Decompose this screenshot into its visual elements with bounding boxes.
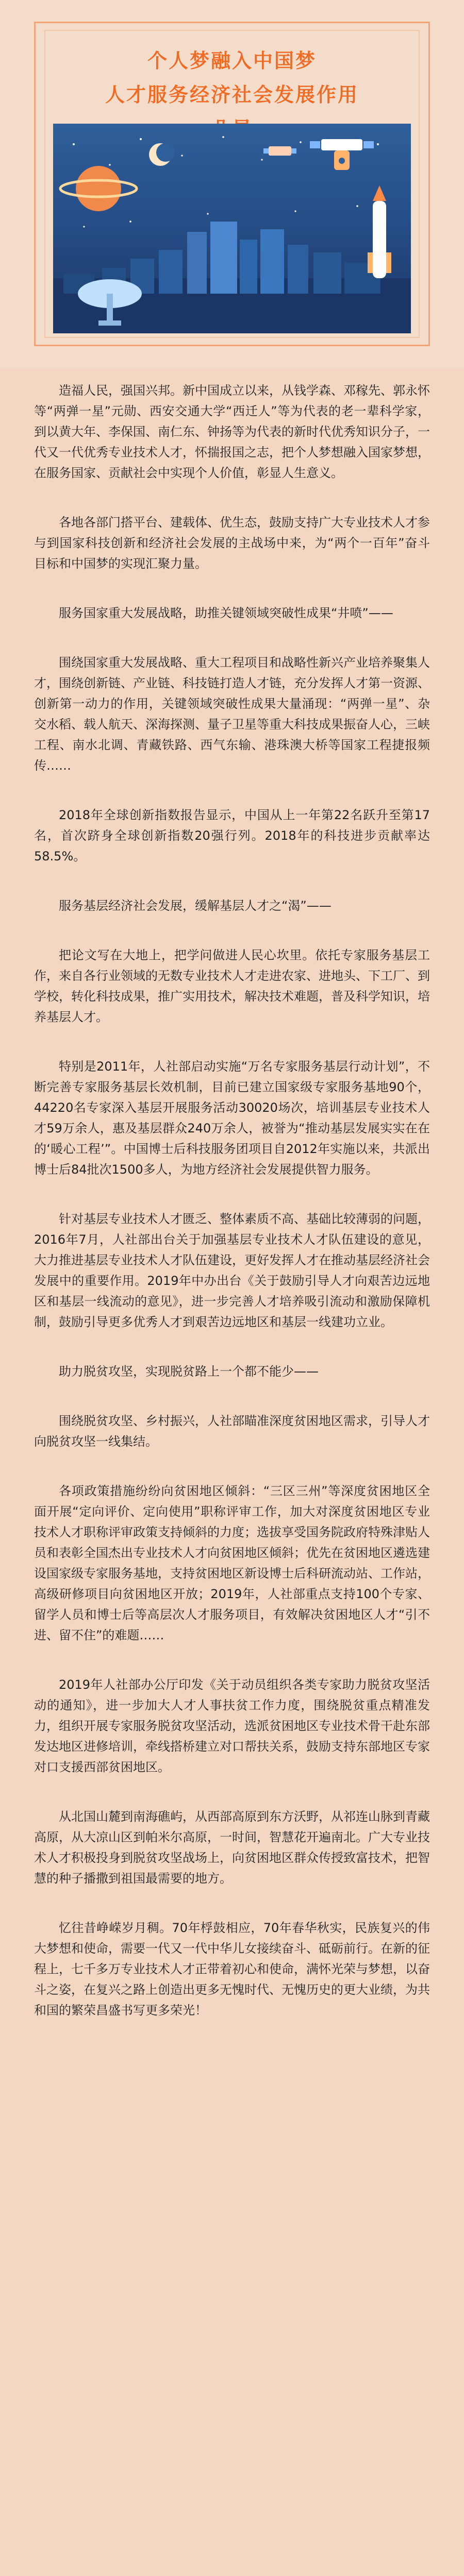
star-icon	[207, 213, 208, 214]
moon-icon	[149, 143, 175, 166]
article-paragraph-2: 各地各部门搭平台、建载体、优生态，鼓励支持广大专业技术人才参与到国家科技创新和经济社会发展的主战场中来，为“两个一百年”奋斗目标和中国梦的实现汇聚力量。	[34, 515, 430, 571]
title-line-1: 个人梦融入中国梦	[147, 49, 317, 72]
article-paragraph-5: 2018年全球创新指数报告显示，中国从上一年第22名跃升至第17名，首次跻身全球创新指数20强行列。2018年的科技进步贡献率达58.5%。	[34, 808, 430, 863]
title-line-2: 人才服务经济社会发展作用	[105, 83, 359, 106]
satellite-icon	[310, 139, 374, 170]
planet-icon	[60, 166, 137, 211]
article-paragraph-6: 服务基层经济社会发展，缓解基层人才之“渴”——	[59, 899, 332, 913]
star-icon	[261, 159, 262, 160]
star-icon	[109, 164, 110, 165]
space-station-icon	[263, 146, 296, 156]
space-illustration-svg	[53, 124, 411, 333]
article-paragraph-12: 各项政策措施纷纷向贫困地区倾斜：“三区三州”等深度贫困地区全面开展“定向评价、定向使用”职称评审工作，加大对深度贫困地区专业技术人才职称评审政策支持倾斜的力度；选拔享受国务院政府特殊津贴人员和表彰全国杰出专业技术人才向贫困地区倾斜；优先在贫困地区遴选建设国家级专家服务基地，支持贫困地区新设博士后科研流动站、工作站，高级研修项目向贫困地区开放；2019年，人社部重点支持100个专家、留学人员和博士后等高层次人才服务项目，有效解决贫困地区人才“引不进、留不住”的难题……	[34, 1484, 430, 1642]
article-paragraph-1: 造福人民，强国兴邦。新中国成立以来，从钱学森、邓稼先、郭永怀等“两弹一星”元勋、西安交通大学“西迁人”等为代表的老一辈科学家，到以黄大年、李保国、南仁东、钟扬等为代表的新时代优秀知识分子，一代又一代优秀专业技术人才，怀揣报国之志，把个人梦想融入国家梦想，在服务国家、贡献社会中实现个人价值，彰显人生意义。	[34, 383, 430, 480]
article-content	[34, 380, 430, 2049]
header-banner	[0, 0, 464, 368]
article-paragraph-15: 忆往昔峥嵘岁月稠。70年桴鼓相应，70年春华秋实，民族复兴的伟大梦想和使命，需要一代又一代中华儿女接续奋斗、砥砺前行。在新的征程上，七千多万专业技术人才正带着初心和使命，满怀光荣与梦想，以奋斗之姿，在复兴之路上创造出更多无愧时代、无愧历史的更大业绩，为共和国的繁荣昌盛书写更多荣光！	[34, 1921, 430, 2018]
article-paragraph-13: 2019年人社部办公厅印发《关于动员组织各类专家助力脱贫攻坚活动的通知》，进一步加大人才人事扶贫工作力度，围绕脱贫重点精准发力，组织开展专家服务脱贫攻坚活动，选派贫困地区专业技术骨干赴东部发达地区进修培训，牵线搭桥建立对口帮扶关系，鼓励支持东部地区专家对口支援西部贫困地区。	[34, 1677, 430, 1774]
star-icon	[294, 210, 296, 212]
star-icon	[73, 143, 75, 145]
star-icon	[356, 205, 358, 207]
article-paragraph-4: 围绕国家重大发展战略、重大工程项目和战略性新兴产业培养聚集人才，围绕创新链、产业链、科技链打造人才链，充分发挥人才第一资源、创新第一动力的作用，关键领域突破性成果大量涌现：“两弹一星”、杂交水稻、载人航天、深海探测、量子卫星等重大科技成果振奋人心，三峡工程、南水北调、青藏铁路、西气东输、港珠澳大桥等国家工程捷报频传……	[34, 655, 430, 773]
article-paragraph-7: 把论文写在大地上，把学问做进人民心坎里。依托专家服务基层工作，来自各行业领域的无数专业技术人才走进农家、进地头、下工厂、到学校，转化科技成果，推广实用技术，解决技术难题，普及科学知识，培养基层人才。	[34, 948, 430, 1024]
article-paragraph-3: 服务国家重大发展战略，助推关键领域突破性成果“井喷”——	[59, 606, 393, 620]
article-paragraph-10: 助力脱贫攻坚，实现脱贫路上一个都不能少——	[59, 1364, 319, 1379]
star-icon	[140, 138, 142, 140]
star-icon	[222, 136, 224, 138]
article-paragraph-14: 从北国山麓到南海礁屿，从西部高原到东方沃野，从祁连山脉到青藏高原，从大凉山区到帕米尔高原，一时间，智慧花开遍南北。广大专业技术人才积极投身到脱贫攻坚战场上，向贫困地区群众传授致富技术，把智慧的种子播撒到祖国最需要的地方。	[34, 1809, 430, 1886]
article-paragraph-9: 针对基层专业技术人才匮乏、整体素质不高、基础比较薄弱的问题，2016年7月，人社部出台关于加强基层专业技术人才队伍建设的意见，大力推进基层专业技术人才队伍建设，更好发挥人才在推动基层经济社会发展中的重要作用。2019年中办出台《关于鼓励引导人才向艰苦边远地区和基层一线流动的意见》，进一步完善人才培养吸引流动和激励保障机制，鼓励引导更多优秀人才到艰苦边远地区和基层一线建功立业。	[34, 1212, 430, 1329]
star-icon	[300, 141, 302, 143]
article-paragraph-8: 特别是2011年，人社部启动实施“万名专家服务基层行动计划”，不断完善专家服务基层长效机制，目前已建立国家级专家服务基地90个，44220名专家深入基层开展服务活动30020场次，培训基层专业技术人才59万余人，惠及基层群众240万余人，被誉为“推动基层发展实实在在的‘暖心工程’”。中国博士后科技服务团项目自2012年实施以来，共派出博士后84批次1500多人，为地方经济社会发展提供智力服务。	[34, 1059, 430, 1177]
star-icon	[129, 221, 131, 223]
star-icon	[377, 143, 379, 145]
title-box	[101, 44, 363, 122]
star-icon	[83, 226, 85, 227]
star-icon	[181, 155, 183, 156]
rocket-icon	[368, 185, 391, 278]
space-illustration	[53, 124, 411, 333]
article-paragraph-11: 围绕脱贫攻坚、乡村振兴，人社部瞄准深度贫困地区需求，引导人才向脱贫攻坚一线集结。	[34, 1414, 430, 1449]
